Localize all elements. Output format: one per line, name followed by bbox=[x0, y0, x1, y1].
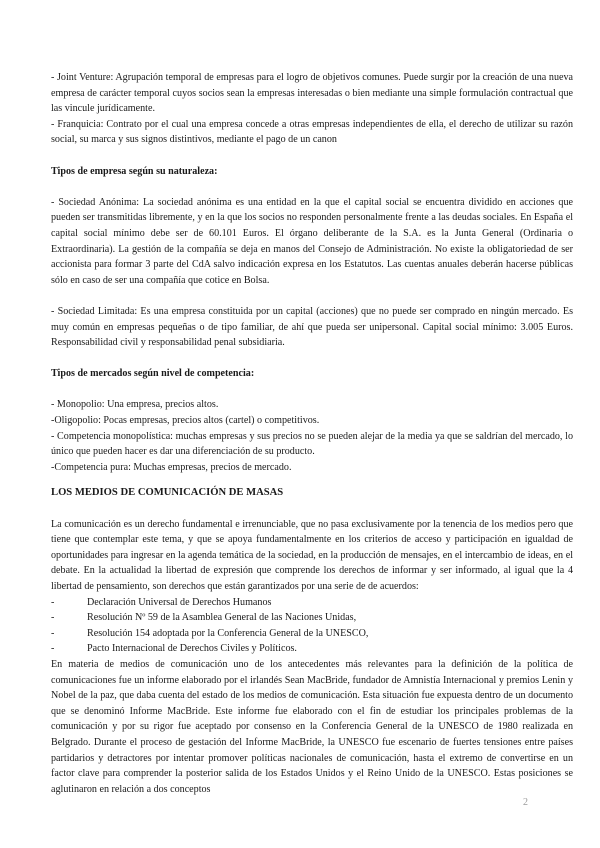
market-item-competencia-pura: -Competencia pura: Muchas empresas, precios de mercado. bbox=[51, 461, 292, 473]
sociedad-anonima-paragraph: - Sociedad Anónima: La sociedad anónima es una entidad en la que el capital social se encuentra dividido en acciones que pueden ser transmitidas libremente, y en la que los socios no responden personalmente frente a las deudas sociales. En España el capital social mínimo debe ser de 60.101 Euros. El órgano deliberante de la S.A. es la Junta General (Ordinaria o Extraordinaria). La gestión de la compañía se deja en manos del Consejo de Administración. No existe la obligatoriedad de ser accionista para formar 3 parte del CdA salvo indicación expresa en los Estatutos. Las cuentas anuales deberán hacerse públicas sólo en caso de ser una compañía que cotice en Bolsa. bbox=[51, 196, 573, 286]
macbride-paragraph: En materia de medios de comunicación uno de los antecedentes más relevantes para la definición de la política de comunicaciones fue un informe elaborado por el irlandés Sean MacBride, fundador de Amnistía Internacional y premios Lenin y Nobel de la paz, que daba cuenta del estado de los medios de comunicación. Esta situación fue expuesta dentro de un documento que se denominó Informe MacBride. Este informe fue elaborado con el fin de estudiar los principales problemas de la comunicación y por su rigor fue aceptado por consenso en la Conferencia General de la UNESCO de 1980 realizada en Belgrado. Durante el proceso de gestación del Informe MacBride, la UNESCO fue escenario de fuertes tensiones entre países partidarios y detractores por intentar promover políticas nacionales de comunicación, hasta el extremo de convertirse en un factor clave para comprender la posterior salida de los Estados Unidos y el Reino Unido de la UNESCO. Estas posiciones se aglutinaron en relación a dos conceptos bbox=[51, 658, 573, 795]
franquicia-paragraph: - Franquicia: Contrato por el cual una empresa concede a otras empresas independientes de ella, el derecho de utilizar su razón social, su marca y sus signos distintivos, mediante el pago de un canon bbox=[51, 118, 573, 146]
section-title: LOS MEDIOS DE COMUNICACIÓN DE MASAS bbox=[51, 487, 284, 499]
media-intro-paragraph: La comunicación es un derecho fundamental e irrenunciable, que no pasa exclusivamente por la tenencia de los medios pero que tiene que contemplar este tema, y que se apoya fundamentalmente en los criterios de acceso y participación en igualdad de oportunidades para ingresar en la agenda temática de la sociedad, en la producción de mensajes, en el intercambio de ideas, en el debate. En la actualidad la libertad de expresión que comprende los derechos de informar y ser informado, al igual que la 4 libertad de pensamiento, son derechos que están garantizados por una serie de de acuerdos: bbox=[51, 518, 573, 592]
agreement-list-item: - Pacto Internacional de Derechos Civiles y Políticos. bbox=[51, 643, 297, 655]
markets-heading: Tipos de mercados según nivel de competencia: bbox=[51, 368, 255, 380]
market-item-monopolio: - Monopolio: Una empresa, precios altos. bbox=[51, 399, 219, 411]
market-item-oligopolio: -Oligopolio: Pocas empresas, precios altos (cartel) o competitivos. bbox=[51, 415, 320, 427]
sociedad-limitada-paragraph: - Sociedad Limitada: Es una empresa constituida por un capital (acciones) que no puede ser comprado en ningún mercado. Es muy común en empresas pequeñas o de tipo familiar, de ahí que pueda ser unipersonal. Capital social mínimo: 3.005 Euros. Responsabilidad civil y responsabilidad penal subsidiaria. bbox=[51, 305, 573, 349]
document-page bbox=[51, 70, 573, 797]
market-item-competencia-monopolistica: - Competencia monopolística: muchas empresas y sus precios no se pueden alejar de la media ya que se saldrían del mercado, lo único que pueden hacer es dar una diferenciación de su producto. bbox=[51, 430, 573, 458]
page-number: 2 bbox=[523, 797, 528, 808]
nature-heading: Tipos de empresa según su naturaleza: bbox=[51, 165, 218, 177]
joint-venture-paragraph: - Joint Venture: Agrupación temporal de empresas para el logro de objetivos comunes. Puede surgir por la creación de una nueva empresa de carácter temporal cuyos socios sean la empresas interesadas o bien mediante una simple formulación contractual que las vincule jurídicamente. bbox=[51, 72, 573, 115]
agreement-list-item: - Resolución Nº 59 de la Asamblea General de las Naciones Unidas, bbox=[51, 612, 357, 624]
agreement-list-item: - Declaración Universal de Derechos Humanos bbox=[51, 596, 272, 608]
agreement-list-item: - Resolución 154 adoptada por la Conferencia General de la UNESCO, bbox=[51, 627, 369, 639]
